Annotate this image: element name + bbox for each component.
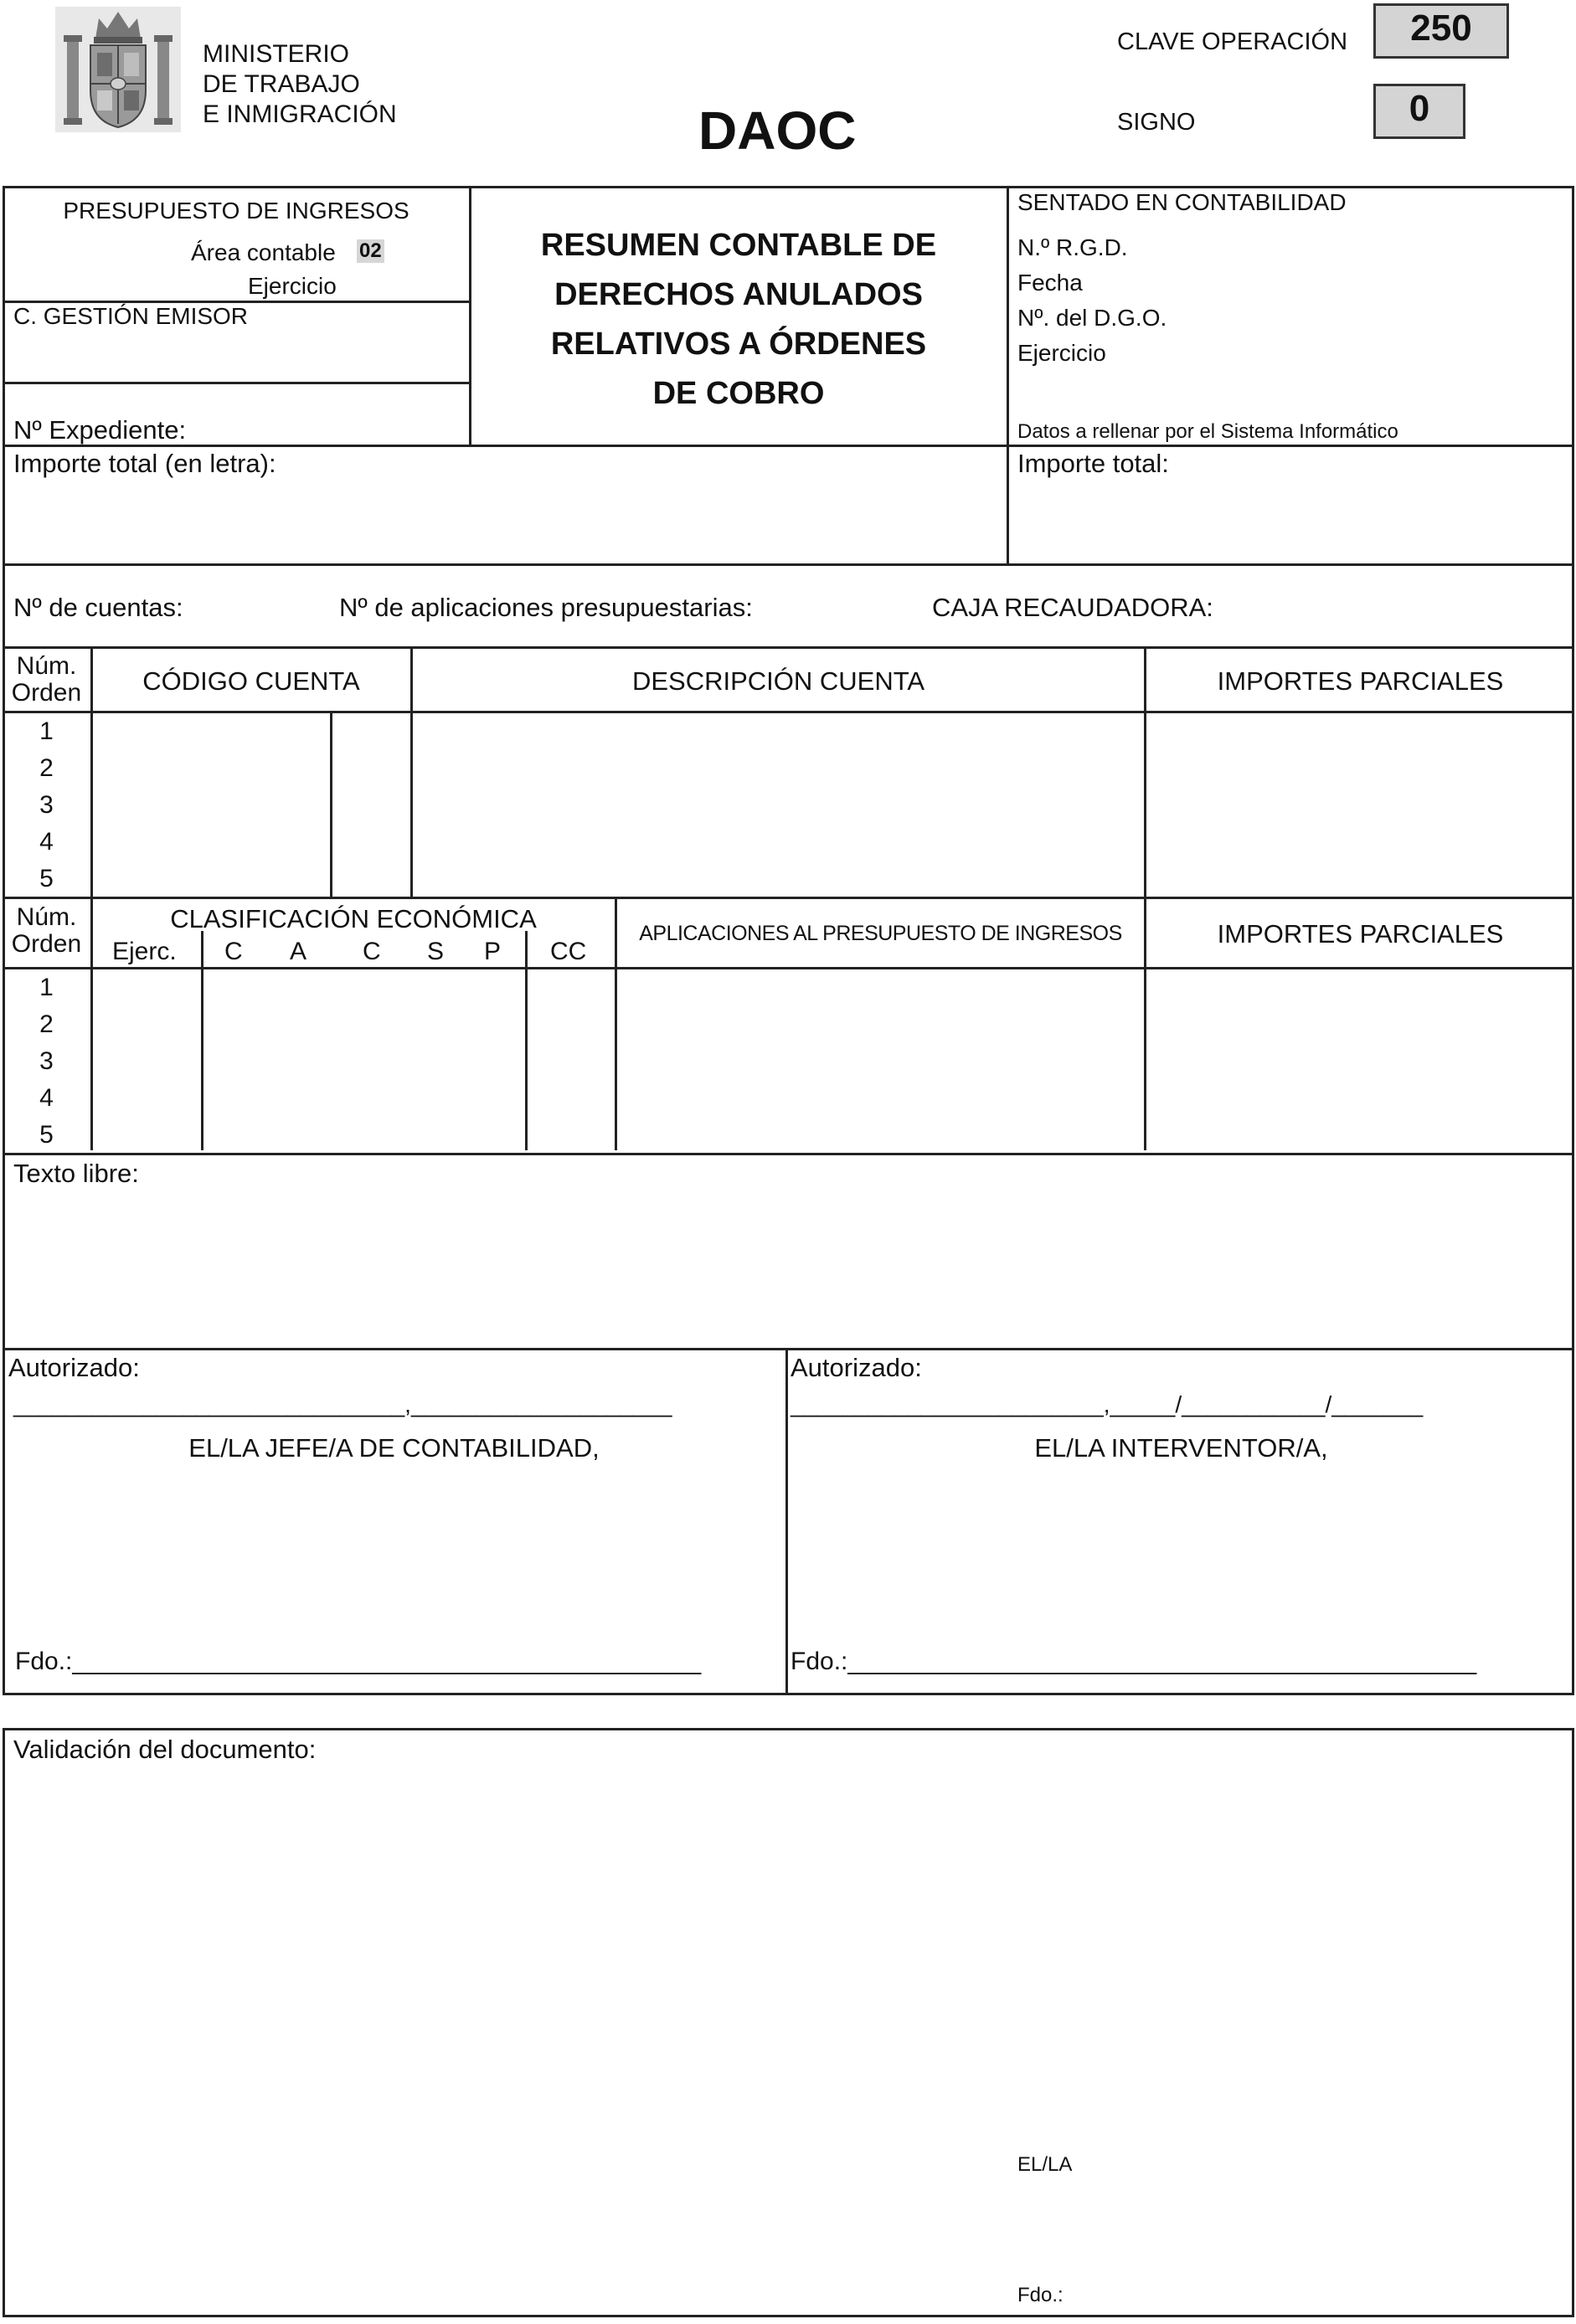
ministry-line-1: MINISTERIO: [203, 40, 350, 68]
left-autorizado-label: Autorizado:: [8, 1353, 140, 1382]
header-line: Núm.: [16, 903, 77, 931]
ejercicio-label: Ejercicio: [248, 273, 337, 299]
num-aplicaciones-label: Nº de aplicaciones presupuestarias:: [339, 593, 753, 622]
texto-libre-label: Texto libre:: [13, 1159, 139, 1188]
validacion-frame: [3, 1728, 1574, 2317]
dgo-label: Nº. del D.G.O.: [1017, 305, 1167, 331]
clasificacion-economica-header: CLASIFICACIÓN ECONÓMICA: [170, 904, 537, 933]
c2-header: C: [363, 938, 381, 965]
title-line: RESUMEN CONTABLE DE: [540, 228, 937, 263]
title-line: DERECHOS ANULADOS: [554, 277, 923, 312]
area-contable-label: Área contable: [191, 239, 336, 265]
divider: [3, 1348, 1574, 1350]
row-number: 4: [39, 1084, 54, 1112]
num-cuentas-label: Nº de cuentas:: [13, 593, 183, 622]
a-header: A: [290, 938, 307, 965]
jefe-contabilidad-label: EL/LA JEFE/A DE CONTABILIDAD,: [188, 1433, 600, 1463]
header-line: Orden: [11, 679, 82, 707]
divider: [1007, 186, 1009, 566]
divider: [785, 1349, 788, 1695]
rgd-label: N.º R.G.D.: [1017, 234, 1128, 260]
divider: [3, 897, 1574, 899]
row-number: 5: [39, 1121, 54, 1149]
divider: [330, 712, 332, 899]
row-number: 5: [39, 865, 54, 892]
title-line: DE COBRO: [652, 376, 825, 411]
divider: [3, 711, 1574, 713]
importes-parciales-header: IMPORTES PARCIALES: [1217, 666, 1504, 696]
cc-header: CC: [550, 938, 587, 965]
header-line: Núm.: [16, 652, 77, 680]
s-header: S: [427, 938, 445, 965]
ministry-line-2: DE TRABAJO: [203, 70, 360, 98]
c-header: C: [224, 938, 243, 965]
row-number: 2: [39, 754, 54, 782]
clave-operacion-value: 250: [1373, 3, 1509, 59]
table2-row-numbers: [3, 969, 90, 1154]
right-date-line: ________________________,_____/___________/_______: [791, 1391, 1424, 1417]
row-number: 1: [39, 974, 54, 1001]
header-line: Orden: [11, 930, 82, 958]
validacion-ella-label: EL/LA: [1017, 2153, 1073, 2176]
presupuesto-ingresos-label: PRESUPUESTO DE INGRESOS: [63, 198, 409, 224]
area-contable-value: 02: [357, 239, 384, 263]
codigo-cuenta-header: CÓDIGO CUENTA: [142, 666, 360, 696]
fecha-label: Fecha: [1017, 270, 1083, 296]
divider: [3, 563, 1574, 566]
sentado-contabilidad-label: SENTADO EN CONTABILIDAD: [1017, 189, 1347, 215]
expediente-label: Nº Expediente:: [13, 415, 187, 445]
row-number: 4: [39, 828, 54, 856]
divider: [201, 931, 203, 1150]
right-fdo-line: Fdo.:_____________________________________________: [791, 1648, 1477, 1675]
signo-label: SIGNO: [1117, 109, 1196, 136]
document-title: [471, 221, 1006, 419]
p-header: P: [484, 938, 502, 965]
divider: [3, 967, 1574, 969]
table2-num-orden-header: [3, 904, 90, 958]
divider: [525, 931, 528, 1150]
caja-recaudadora-label: CAJA RECAUDADORA:: [932, 593, 1213, 622]
ministry-line-3: E INMIGRACIÓN: [203, 100, 397, 128]
ejerc-header: Ejerc.: [112, 938, 177, 965]
table1-num-orden-header: [3, 653, 90, 707]
gestion-emisor-label: C. GESTIÓN EMISOR: [13, 303, 249, 329]
left-date-line: ______________________________,____________________: [13, 1391, 672, 1417]
table1-row-numbers: [3, 713, 90, 897]
coat-of-arms-logo: [55, 7, 181, 132]
importe-total-label: Importe total:: [1017, 449, 1169, 478]
row-number: 3: [39, 1047, 54, 1075]
importe-letra-label: Importe total (en letra):: [13, 449, 276, 478]
ejercicio-right-label: Ejercicio: [1017, 340, 1106, 366]
aplicaciones-presupuesto-header: APLICACIONES AL PRESUPUESTO DE INGRESOS: [639, 922, 1122, 945]
divider: [3, 382, 470, 384]
row-number: 2: [39, 1010, 54, 1038]
validacion-label: Validación del documento:: [13, 1735, 317, 1764]
divider: [3, 445, 1574, 447]
interventor-label: EL/LA INTERVENTOR/A,: [1034, 1433, 1328, 1463]
title-line: RELATIVOS A ÓRDENES: [550, 326, 927, 362]
clave-operacion-label: CLAVE OPERACIÓN: [1117, 28, 1348, 55]
right-autorizado-label: Autorizado:: [791, 1353, 922, 1382]
sistema-informatico-note: Datos a rellenar por el Sistema Informático: [1017, 420, 1398, 443]
left-fdo-line: Fdo.:_____________________________________________: [15, 1648, 702, 1675]
row-number: 3: [39, 791, 54, 819]
table2-importes-parciales-header: IMPORTES PARCIALES: [1217, 919, 1504, 949]
signo-value: 0: [1373, 84, 1465, 139]
doc-code: DAOC: [698, 100, 857, 161]
row-number: 1: [39, 717, 54, 745]
descripcion-cuenta-header: DESCRIPCIÓN CUENTA: [631, 666, 925, 696]
validacion-fdo-label: Fdo.:: [1017, 2284, 1064, 2306]
divider: [3, 1153, 1574, 1155]
divider: [3, 646, 1574, 649]
